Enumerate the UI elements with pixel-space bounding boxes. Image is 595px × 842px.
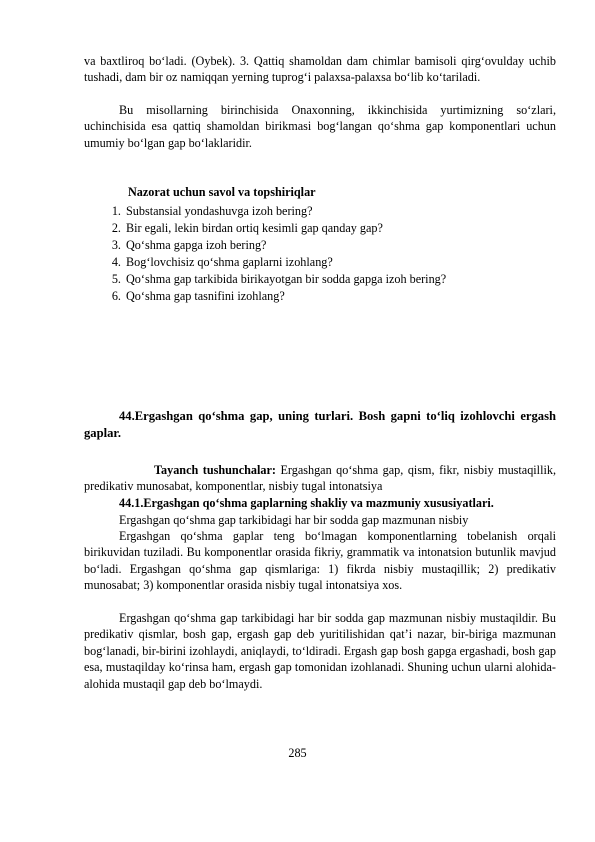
paragraph-components: Ergashgan qo‘shma gaplar teng bo‘lmagan komponentlarning tobelanish orqali birikuvidan tuziladi. Bu komponentlar orasida fikriy, grammatik va intonatsion butunlik mavjud bo‘ladi. Ergashgan qo‘shma gap qismlariga: 1) fikrda nisbiy mustaqillik; 2) predikativ munosabat; 3) komponentlar orasida nisbiy tugal intonatsiya xos. bbox=[84, 529, 556, 593]
control-questions-list bbox=[106, 203, 574, 305]
question-item: 5. Qo‘shma gap tarkibida birikayotgan bir sodda gapga izoh bering? bbox=[124, 271, 574, 288]
subsection-title: 44.1.Ergashgan qo‘shma gaplarning shakliy va mazmuniy xususiyatlari. bbox=[119, 496, 494, 510]
control-questions-heading: Nazorat uchun savol va topshiriqlar bbox=[128, 185, 316, 199]
question-item: 3. Qo‘shma gapga izoh bering? bbox=[124, 237, 574, 254]
question-item: 1. Substansial yondashuvga izoh bering? bbox=[124, 203, 574, 220]
paragraph-independence: Ergashgan qo‘shma gap tarkibidagi har bir sodda gap mazmunan nisbiy mustaqildir. Bu predikativ qismlar, bosh gap, ergash gap deb yuritilishidan qat’i nazar, bir-biriga mazmunan bog‘lanadi, bir-birini izohlaydi, aniqlaydi, to‘ldiradi. Ergash gap bosh gapga ergashadi, bosh gap esa, mustaqilday ko‘rinsa ham, ergash gap tomonidan izohlanadi. Shuning uchun ularni alohida-alohida mustaqil gap deb bo‘lmaydi. bbox=[84, 611, 556, 691]
keywords-text: Ergashgan qo‘shma gap, qism, fikr, nisbiy mustaqillik, predikativ munosabat, komponentlar, nisbiy tugal intonatsiya bbox=[84, 463, 556, 494]
keywords-label: Tayanch tushunchalar: bbox=[154, 463, 276, 477]
intro-line: Ergashgan qo‘shma gap tarkibidagi har bir sodda gap mazmunan nisbiy bbox=[119, 513, 469, 527]
question-item: 2. Bir egali, lekin birdan ortiq kesimli gap qanday gap? bbox=[124, 220, 574, 237]
paragraph-explanation: Bu misollarning birinchisida Onaxonning, ikkinchisida yurtimizning so‘zlari, uchinchisida esa qattiq shamoldan birikmasi bog‘langan qo‘shma gap komponentlari uchun umumiy bo‘lgan gap bo‘laklaridir. bbox=[84, 103, 556, 150]
page-number: 285 bbox=[288, 746, 307, 760]
section-title: 44.Ergashgan qo‘shma gap, uning turlari. Bosh gapni to‘liq izohlovchi ergash gaplar. bbox=[84, 409, 556, 440]
keywords-paragraph bbox=[84, 462, 556, 495]
question-item: 6. Qo‘shma gap tasnifini izohlang? bbox=[124, 288, 574, 305]
question-item: 4. Bog‘lovchisiz qo‘shma gaplarni izohlang? bbox=[124, 254, 574, 271]
paragraph-continuation: va baxtliroq bo‘ladi. (Oybek). 3. Qattiq shamoldan dam chimlar bamisoli qirg‘ovulday uchib tushadi, dam bir oz namiqqan yerning tuprog‘i palaxsa-palaxsa bo‘lib ko‘tariladi. bbox=[84, 54, 556, 85]
